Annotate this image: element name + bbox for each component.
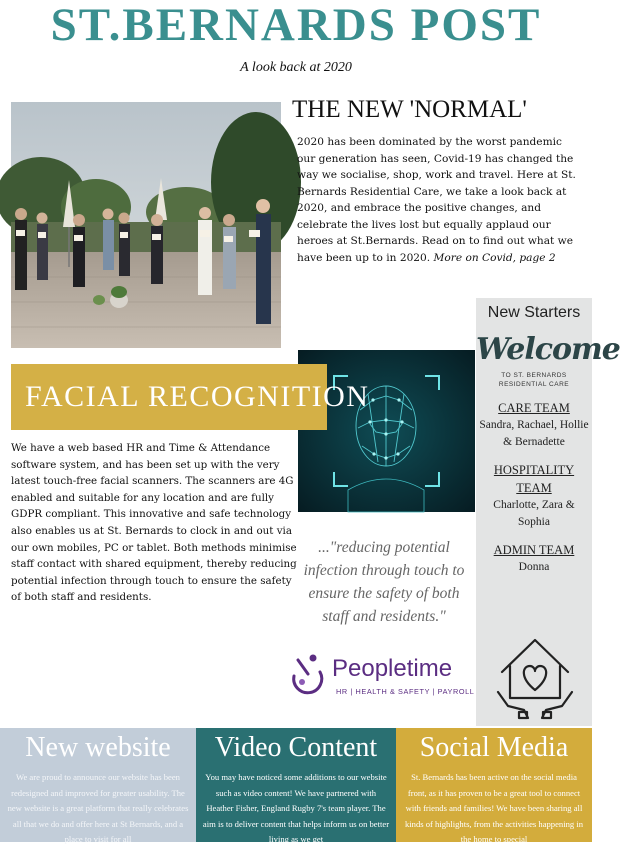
welcome-script: Welcome [476,332,620,367]
welcome-subtitle [476,371,592,389]
video-content-body: You may have noticed some additions to our website such as video content! We have partnered with Heather Fisher, England Rugby 7's team player. The aim is to deliver content that helps inform us on better living as we get [202,772,390,844]
welcome-subtitle-line1: TO ST. BERNARDS [501,372,567,379]
video-content-column [196,728,396,842]
social-media-title: Social Media [419,732,569,763]
admin-team-label: ADMIN TEAM [493,543,575,557]
social-media-body: St. Bernards has been active on the social media front, as it has proven to be a great tool to connect with friends and families! We have been sharing all kinds of highlights, from the activities happening in the home to special [404,772,584,844]
new-starters-heading: New Starters [487,304,581,321]
new-normal-title: THE NEW 'NORMAL' [292,96,527,123]
house-heart-hands-icon [494,632,576,720]
pull-quote: ..."reducing potential infection through touch to ensure the safety of both staff and residents." [303,539,465,625]
social-media-column [396,728,592,842]
peopletime-tagline: HR | HEALTH & SAFETY | PAYROLL [336,687,475,696]
peopletime-logo [286,646,475,704]
tagline: A look back at 2020 [240,60,352,75]
facial-recognition-body: We have a web based HR and Time & Attendance software system, and has been set up with the very latest touch-free facial scanners. The scanners are 4G enabled and suitable for any location and are fully GDPR compliant. This innovative and safe technology also enables us at St. Bernards to clock in and out via our own mobiles, PC or tablet. Both methods minimise staff contact with shared equipment, thereby reducing potential infection through touch to ensure the safety of both staff and residents. [11,442,297,604]
admin-team-names: Donna [518,561,550,573]
staff-group-photo [11,102,281,348]
new-normal-article [297,134,579,266]
new-normal-body: 2020 has been dominated by the worst pandemic our generation has seen, Covid-19 has changed the way we socialise, shop, work and travel. Here at St. Bernards Residential Care, we take a look back at 2020, and embrace the positive changes, and celebrate the lives lost but equally applaud our heroes at St.Bernards. Read on to find out what we have been up to in 2020. [297,136,576,264]
hospitality-team-names: Charlotte, Zara & Sophia [493,499,575,528]
facial-recognition-title: FACIAL RECOGNITION [25,380,370,413]
video-content-title: Video Content [214,732,378,763]
more-on-covid-link[interactable]: More on Covid, page 2 [433,251,556,264]
welcome-subtitle-line2: RESIDENTIAL CARE [498,381,570,388]
new-website-column [0,728,196,842]
new-website-title: New website [25,732,171,763]
peopletime-logo-icon [286,646,475,704]
care-team-label: CARE TEAM [498,401,570,415]
care-team-names: Sandra, Rachael, Hollie & Bernadette [479,419,589,448]
peopletime-brand: Peopletime [332,655,453,682]
hospitality-team-label: HOSPITALITY TEAM [493,463,575,495]
masthead-title: ST.BERNARDS POST [50,0,542,51]
new-website-body: We are proud to announce our website has been redesigned and improved for greater usability. The new website is a great platform that really celebrates all that we do and offer here at St Bernards, and a place to visit for all [7,772,189,844]
facial-recognition-banner [11,364,370,430]
